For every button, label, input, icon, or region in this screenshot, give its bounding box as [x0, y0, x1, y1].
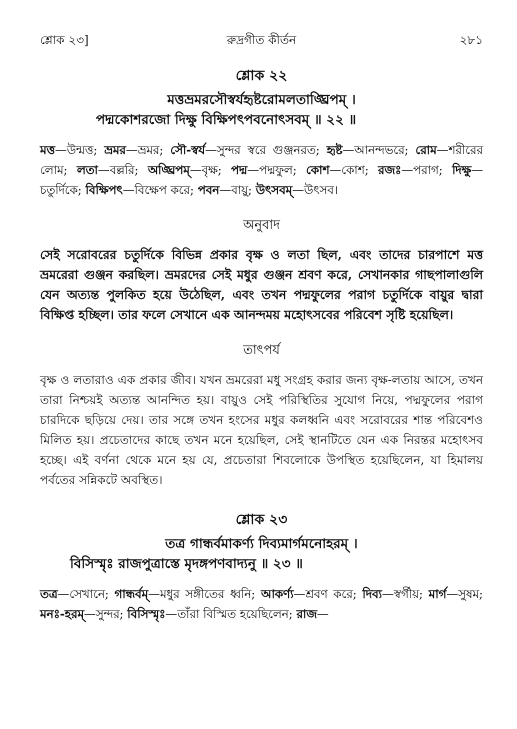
synonym-term: পদ্ম — [231, 163, 248, 177]
synonym-term: মত্ত — [40, 143, 55, 157]
synonym-term: রাজ — [296, 607, 317, 621]
synonym-term: লতা — [76, 163, 98, 177]
verse-23-synonyms: তত্র—সেখানে; গান্ধর্বম্—মধুর সঙ্গীতের ধ্বনি; আকর্ণ্য—শ্রবণ করে; দিব্য—স্বর্গীয়; মার্গ—সুষম; মনঃ-হরম্—সুন্দর; বিসিস্মৃঃ—তাঁরা বিস্মিত হয়েছিলেন; রাজ— — [40, 587, 483, 621]
synonym-term: রোম — [415, 143, 437, 157]
synonym-term: অঙ্ঘ্রিপম্ — [147, 163, 190, 177]
synonym-meaning: পদ্মফুল; — [259, 163, 306, 177]
synonym-term: মনঃ-হরম্ — [40, 607, 85, 621]
synonym-meaning: মধুর সঙ্গীতের ধ্বনি; — [159, 587, 261, 601]
header-verse-ref: শ্লোক ২৩] — [40, 33, 89, 47]
synonym-meaning: সেখানে; — [69, 587, 115, 601]
verse-22-number: শ্লোক ২২ — [235, 68, 288, 84]
synonym-meaning: শরীরের লোম; — [40, 143, 484, 177]
synonym-meaning: উন্মত্ত; — [66, 143, 105, 157]
synonym-term: উৎসবম্ — [255, 183, 293, 197]
synonym-meaning: পরাগ; — [413, 163, 453, 177]
synonym-term: কোশ — [306, 163, 330, 177]
verse-23-number: শ্লোক ২৩ — [235, 512, 288, 528]
synonym-meaning: বিক্ষেপ করে; — [134, 183, 198, 197]
header-chapter-title: রুদ্রগীত কীর্তন — [226, 33, 297, 47]
synonym-meaning: বায়ু; — [231, 183, 256, 197]
verse-22-line-1: মত্তভ্রমরসৌস্বর্যহৃষ্টরোমলতাঙ্ঘ্রিপম্ । — [167, 92, 356, 108]
verse-22-purport: বৃক্ষ ও লতারাও এক প্রকার জীব। যখন ভ্রমরেরা মধু সংগ্রহ করার জন্য বৃক্ষ-লতায় আসে, তখন তারা নিশ্চয়ই অত্যন্ত আনন্দিত হয়। বায়ুও সেই পরিস্থিতির সুযোগ নিয়ে, পদ্মফুলের পরাগ চারদিকে ছড়িয়ে দেয়। তার সঙ্গে তখন হংসের মধুর কলধ্বনি এবং সরোবরের শান্ত পরিবেশও মিলিত হয়। প্রচেতাদের কাছে তখন মনে হয়েছিল, সেই স্থানটিতে যেন এক নিরন্তর মহোৎসব হচ্ছে। এই বর্ণনা থেকে মনে হয় যে, প্রচেতারা শিবলোকে উপস্থিত হয়েছিলেন, যা হিমালয় পর্বতের সন্নিকটে অবস্থিত। — [40, 373, 483, 487]
synonym-meaning: ভ্রমর; — [137, 143, 171, 157]
purport-heading: তাৎপর্য — [243, 343, 280, 358]
page-number: ২৮১ — [459, 33, 483, 47]
verse-22-synonyms: মত্ত—উন্মত্ত; ভ্রমর—ভ্রমর; সৌ-স্বর্য—সুন্দর স্বরে গুঞ্জনরত; হৃষ্ট—আনন্দভরে; রোম—শরীরের লোম; লতা—বল্লরি; অঙ্ঘ্রিপম্—বৃক্ষ; পদ্ম—পদ্মফুল; কোশ—কোশ; রজঃ—পরাগ; দিক্ষু—চতুর্দিকে; বিক্ষিপৎ—বিক্ষেপ করে; পবন—বায়ু; উৎসবম্—উৎসব। — [40, 143, 484, 197]
synonym-term: গান্ধর্বম্ — [114, 587, 149, 601]
synonym-term: দিক্ষু — [452, 163, 472, 177]
verse-23-line-1: তত্র গান্ধর্বমাকর্ণ্য দিব্যমার্গমনোহরম্ । — [165, 536, 358, 552]
synonym-term: বিসিস্মৃঃ — [127, 607, 166, 621]
synonym-meaning: বৃক্ষ; — [201, 163, 232, 177]
verse-23-text — [40, 534, 483, 574]
verse-22-line-2: পদ্মকোশরজো দিক্ষু বিক্ষিপৎপবনোৎসবম্ ॥ ২২ ॥ — [96, 112, 357, 128]
synonym-meaning: চতুর্দিকে; — [40, 183, 86, 197]
synonym-term: তত্র — [40, 587, 58, 601]
verse-23-section — [40, 508, 483, 624]
synonym-term: আকর্ণ্য — [260, 587, 294, 601]
synonym-meaning: উৎসব। — [304, 183, 339, 197]
synonym-meaning: শ্রবণ করে; — [305, 587, 363, 601]
synonym-meaning: তাঁরা বিস্মিত হয়েছিলেন; — [177, 607, 297, 621]
verse-22-text — [40, 90, 483, 130]
synonym-term: পবন — [197, 183, 220, 197]
synonym-meaning: আনন্দভরে; — [354, 143, 416, 157]
synonym-meaning: বল্লরি; — [109, 163, 148, 177]
translation-heading: অনুবাদ — [243, 218, 280, 233]
synonym-meaning: সুন্দর; — [95, 607, 128, 621]
synonym-term: বিক্ষিপৎ — [85, 183, 123, 197]
synonym-term: দিব্য — [362, 587, 382, 601]
page-content — [40, 64, 483, 624]
synonym-meaning: স্বর্গীয়; — [393, 587, 429, 601]
verse-22-translation: সেই সরোবরের চতুর্দিকে বিভিন্ন প্রকার বৃক্ষ ও লতা ছিল, এবং তাদের চারপাশে মত্ত ভ্রমরেরা গুঞ্জন করছিল। ভ্রমরদের সেই মধুর গুঞ্জন শ্রবণ করে, সেখানকার গাছপালাগুলি যেন অত্যন্ত পুলকিত হয়ে উঠেছিল, এবং তখন পদ্মফুলের পরাগ চতুর্দিকে বায়ুর দ্বারা বিক্ষিপ্ত হচ্ছিল। তার ফলে সেখানে এক আনন্দময় মহোৎসবের পরিবেশ সৃষ্টি হয়েছিল। — [40, 247, 483, 322]
synonym-meaning: সুন্দর স্বরে গুঞ্জনরত; — [216, 143, 327, 157]
synonym-term: সৌ-স্বর্য — [170, 143, 206, 157]
synonym-term: হৃষ্ট — [326, 143, 343, 157]
synonym-meaning: কোশ; — [341, 163, 378, 177]
running-header — [40, 32, 483, 48]
verse-22-section — [40, 64, 483, 490]
verse-23-line-2: বিসিস্মৃঃ রাজপুত্রাস্তে মৃদঙ্গপণবাদ্যনু ॥ ২৩ ॥ — [70, 556, 303, 572]
synonym-term: ভ্রমর — [104, 143, 126, 157]
synonym-term: মার্গ — [428, 587, 447, 601]
synonym-term: রজঃ — [377, 163, 402, 177]
synonym-meaning: সুষম; — [458, 587, 483, 601]
